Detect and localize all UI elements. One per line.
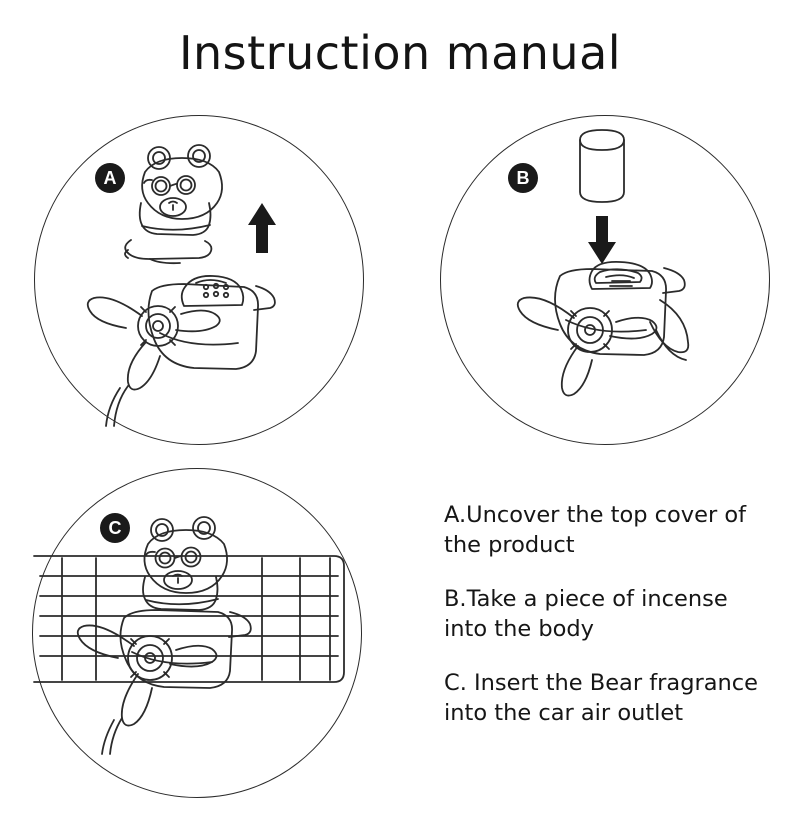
instruction-b: B.Take a piece of incense into the body: [444, 586, 728, 642]
step-a-circle: [34, 115, 364, 445]
step-b-circle: [440, 115, 770, 445]
step-c-badge: C: [100, 513, 130, 543]
step-c-circle: [32, 468, 362, 798]
step-a-badge: A: [95, 163, 125, 193]
step-b-badge: B: [508, 163, 538, 193]
instruction-a: A.Uncover the top cover of the product: [444, 502, 747, 558]
instruction-c: C. Insert the Bear fragrance into the car air outlet: [444, 670, 759, 726]
page-title: Instruction manual: [178, 26, 622, 80]
instructions-list: [444, 500, 774, 728]
